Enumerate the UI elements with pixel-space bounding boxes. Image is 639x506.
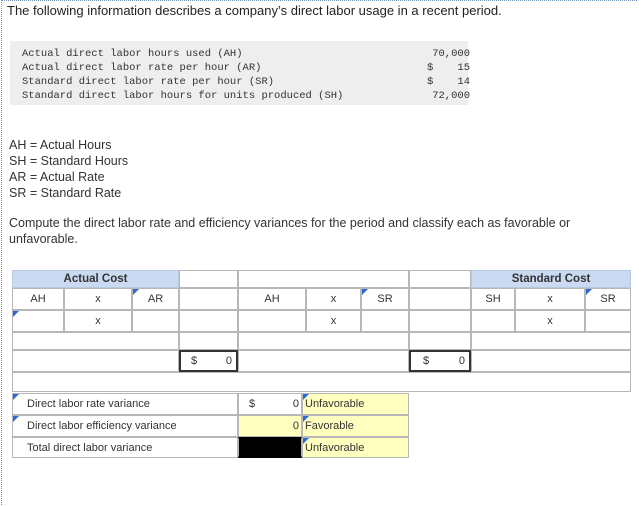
- rate-variance-value: 0: [292, 398, 299, 410]
- given-row: [22, 89, 470, 103]
- given-label: Standard direct labor rate per hour (SR): [22, 76, 275, 88]
- standard-cost-header: Standard Cost: [471, 270, 631, 288]
- rate-variance-amount[interactable]: [238, 393, 302, 415]
- rate-variance-class-select[interactable]: [302, 393, 409, 415]
- standard-rate-label: SR: [377, 293, 393, 305]
- efficiency-variance-label: Direct labor efficiency variance: [27, 420, 177, 432]
- standard-cost-total-value: 0: [458, 355, 465, 367]
- given-label: Standard direct labor hours for units produced (SH): [22, 90, 344, 102]
- standard-hours-input[interactable]: [471, 310, 515, 332]
- actual-hours-label: AH: [238, 288, 306, 310]
- standard-rate-label: SR: [600, 293, 616, 305]
- total-variance-amount[interactable]: [238, 437, 302, 458]
- blank-cell: [409, 332, 471, 350]
- blank-cell: [12, 350, 179, 372]
- times-sign: x: [306, 288, 361, 310]
- actual-cost-total: [179, 350, 238, 372]
- total-variance-label-text: Total direct labor variance: [27, 441, 153, 454]
- blank-cell: [179, 310, 238, 332]
- abbreviation-ah: AH = Actual Hours: [9, 138, 112, 152]
- given-row: [22, 75, 470, 89]
- rate-variance-label: Direct labor rate variance: [27, 398, 150, 410]
- actual-hours-label: AH: [12, 288, 64, 310]
- efficiency-variance-class: Favorable: [305, 420, 354, 432]
- actual-rate-label-input[interactable]: [132, 288, 179, 310]
- blank-cell: [179, 288, 238, 310]
- given-currency: $: [427, 76, 434, 88]
- times-sign: x: [306, 310, 361, 332]
- efficiency-variance-value: 0: [292, 420, 299, 432]
- efficiency-variance-amount[interactable]: [238, 415, 302, 437]
- blank-cell: [12, 372, 631, 392]
- standard-rate-input[interactable]: [361, 310, 409, 332]
- times-sign: x: [64, 310, 132, 332]
- efficiency-variance-class-select[interactable]: [302, 415, 409, 437]
- given-label: Actual direct labor rate per hour (AR): [22, 62, 262, 74]
- given-value: 70,000: [432, 48, 470, 60]
- dollar-sign: $: [191, 355, 198, 367]
- blank-cell: [12, 332, 179, 350]
- instruction-text: Compute the direct labor rate and efficiency variances for the period and classify each as favorable or unfavorable.: [9, 216, 571, 246]
- standard-hours-label: SH: [471, 288, 515, 310]
- times-sign: x: [64, 288, 132, 310]
- abbreviation-sr: SR = Standard Rate: [9, 186, 122, 200]
- actual-cost-header: Actual Cost: [12, 270, 179, 288]
- blank-cell: [238, 332, 409, 350]
- blank-cell: [179, 332, 238, 350]
- blank-cell: [238, 270, 409, 288]
- blank-cell: [471, 332, 631, 350]
- blank-cell: [471, 350, 631, 372]
- blank-cell: [238, 350, 409, 372]
- rate-variance-class: Unfavorable: [305, 398, 365, 410]
- rate-variance-label-input[interactable]: [12, 393, 238, 415]
- blank-cell: [179, 270, 238, 288]
- actual-hours-input[interactable]: [238, 310, 306, 332]
- actual-cost-total-value: 0: [225, 355, 232, 367]
- given-value: 15: [457, 62, 470, 74]
- given-data-box: [10, 41, 468, 105]
- total-variance-label: [12, 437, 238, 458]
- blank-cell: [409, 310, 471, 332]
- given-currency: $: [427, 62, 434, 74]
- given-value: 14: [457, 76, 470, 88]
- given-label: Actual direct labor hours used (AH): [22, 48, 243, 60]
- standard-rate-label-input[interactable]: [361, 288, 409, 310]
- actual-rate-label: AR: [147, 293, 164, 305]
- abbreviation-ar: AR = Actual Rate: [9, 170, 105, 184]
- given-value: 72,000: [432, 90, 470, 102]
- times-sign: x: [515, 288, 585, 310]
- actual-rate-input[interactable]: [132, 310, 179, 332]
- actual-hours-input[interactable]: [12, 310, 64, 332]
- given-row: [22, 47, 470, 61]
- times-sign: x: [515, 310, 585, 332]
- abbreviation-sh: SH = Standard Hours: [9, 154, 129, 168]
- dollar-sign: $: [423, 355, 430, 367]
- dollar-sign: $: [249, 398, 256, 410]
- efficiency-variance-label-input[interactable]: [12, 415, 238, 437]
- intro-text: The following information describes a company’s direct labor usage in a recent period.: [7, 3, 502, 18]
- blank-cell: [409, 288, 471, 310]
- standard-cost-total: [409, 350, 471, 372]
- given-row: [22, 61, 470, 75]
- total-variance-class: Unfavorable: [305, 441, 365, 454]
- standard-rate-input[interactable]: [585, 310, 631, 332]
- blank-cell: [409, 270, 471, 288]
- total-variance-class-select[interactable]: [302, 437, 409, 458]
- standard-rate-label-input[interactable]: [585, 288, 631, 310]
